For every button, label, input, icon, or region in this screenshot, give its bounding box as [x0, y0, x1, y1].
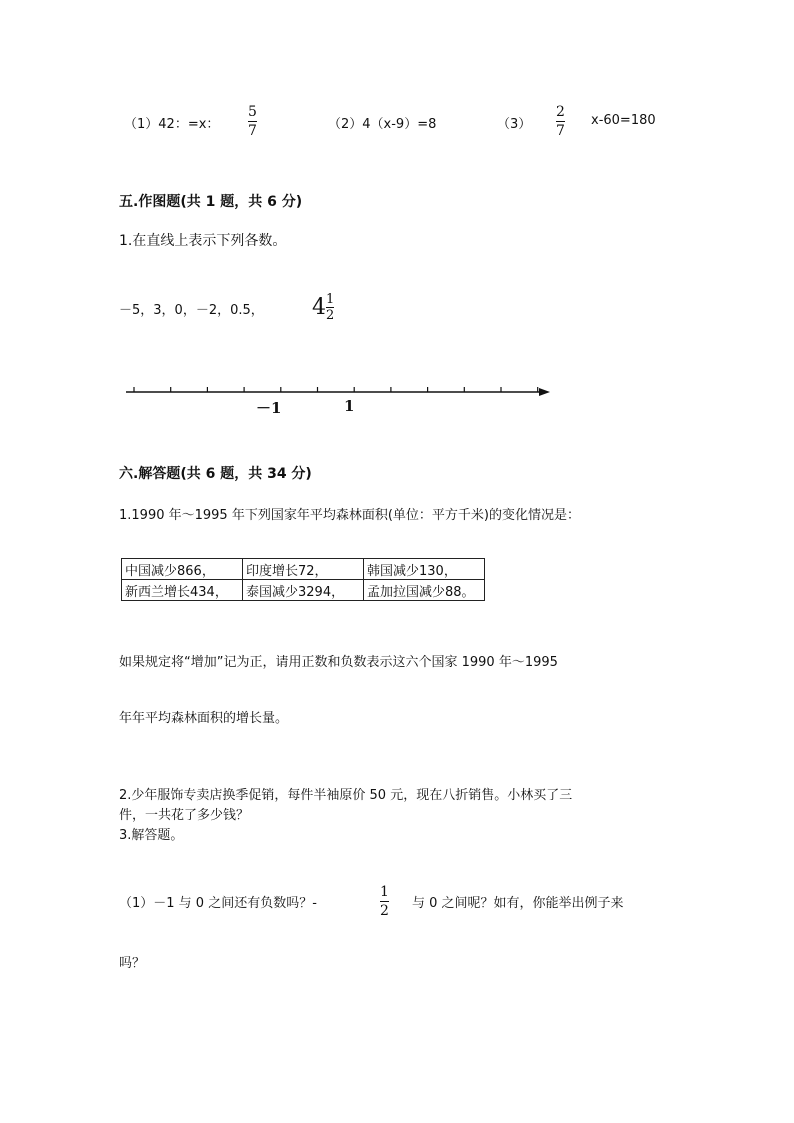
- equation-1-fraction: [248, 104, 257, 139]
- axis-label-neg-1: －1: [256, 399, 282, 417]
- fraction-bar: [380, 901, 389, 902]
- question-1-line-1: 如果规定将“增加”记为正，请用正数和负数表示这六个国家 1990 年～1995: [119, 655, 558, 670]
- question-2-line-2: 件，一共花了多少钱？: [119, 808, 250, 823]
- equation-3-fraction: [556, 104, 565, 139]
- fraction-denominator: 2: [380, 903, 389, 919]
- mixed-whole: 4: [312, 295, 326, 320]
- fraction-bar: [248, 121, 257, 122]
- question-1-line-2: 年年平均森林面积的增长量。: [119, 711, 289, 726]
- question-3-part-a: （1）－1 与 0 之间还有负数吗？-: [119, 896, 317, 911]
- table-row: [122, 580, 485, 601]
- arrow-icon: [539, 388, 550, 396]
- question-3-fraction: [380, 884, 389, 919]
- question-2-line-1: 2.少年服饰专卖店换季促销，每件半袖原价 50 元，现在八折销售。小林买了三: [119, 788, 573, 803]
- fraction-numerator: 2: [556, 104, 565, 120]
- question-3-part-b: 与 0 之间呢？如有，你能举出例子来: [412, 896, 624, 911]
- mixed-denominator: 2: [326, 308, 335, 323]
- fraction-bar: [556, 121, 565, 122]
- numbers-list: －5，3，0，－2，0.5，: [119, 303, 264, 318]
- fraction-denominator: 7: [556, 123, 565, 139]
- fraction-numerator: 5: [248, 104, 257, 120]
- section-5-heading: 五.作图题(共 1 题，共 6 分): [119, 194, 303, 210]
- mixed-numerator: 1: [326, 292, 335, 307]
- section-6-heading: 六.解答题(共 6 题，共 34 分): [119, 466, 312, 482]
- forest-change-table: [121, 558, 485, 601]
- table-cell: 孟加拉国减少88。: [364, 580, 485, 601]
- equation-3-rest: x-60=180: [591, 113, 656, 128]
- equation-2: （2）4（x-9）=8: [328, 117, 437, 132]
- table-row: [122, 559, 485, 580]
- table-cell: 印度增长72，: [243, 559, 364, 580]
- fraction-numerator: 1: [380, 884, 389, 900]
- question-3-line-2: 吗？: [119, 956, 146, 971]
- mixed-fraction: [326, 293, 334, 322]
- number-line: [120, 380, 560, 420]
- fraction-denominator: 7: [248, 123, 257, 139]
- axis-label-1: 1: [344, 397, 355, 415]
- table-cell: 新西兰增长434，: [122, 580, 243, 601]
- table-cell: 中国减少866，: [122, 559, 243, 580]
- question-3-title: 3.解答题。: [119, 828, 184, 843]
- equation-3-label: （3）: [497, 117, 532, 132]
- question-1-intro: 1.1990 年～1995 年下列国家年平均森林面积(单位：平方千米)的变化情况是：: [119, 508, 580, 523]
- section-5-question-1: 1.在直线上表示下列各数。: [119, 233, 287, 249]
- mixed-number: [312, 293, 334, 322]
- table-cell: 韩国减少130，: [364, 559, 485, 580]
- equation-1-label: （1）42：=x：: [124, 117, 220, 132]
- table-cell: 泰国减少3294，: [243, 580, 364, 601]
